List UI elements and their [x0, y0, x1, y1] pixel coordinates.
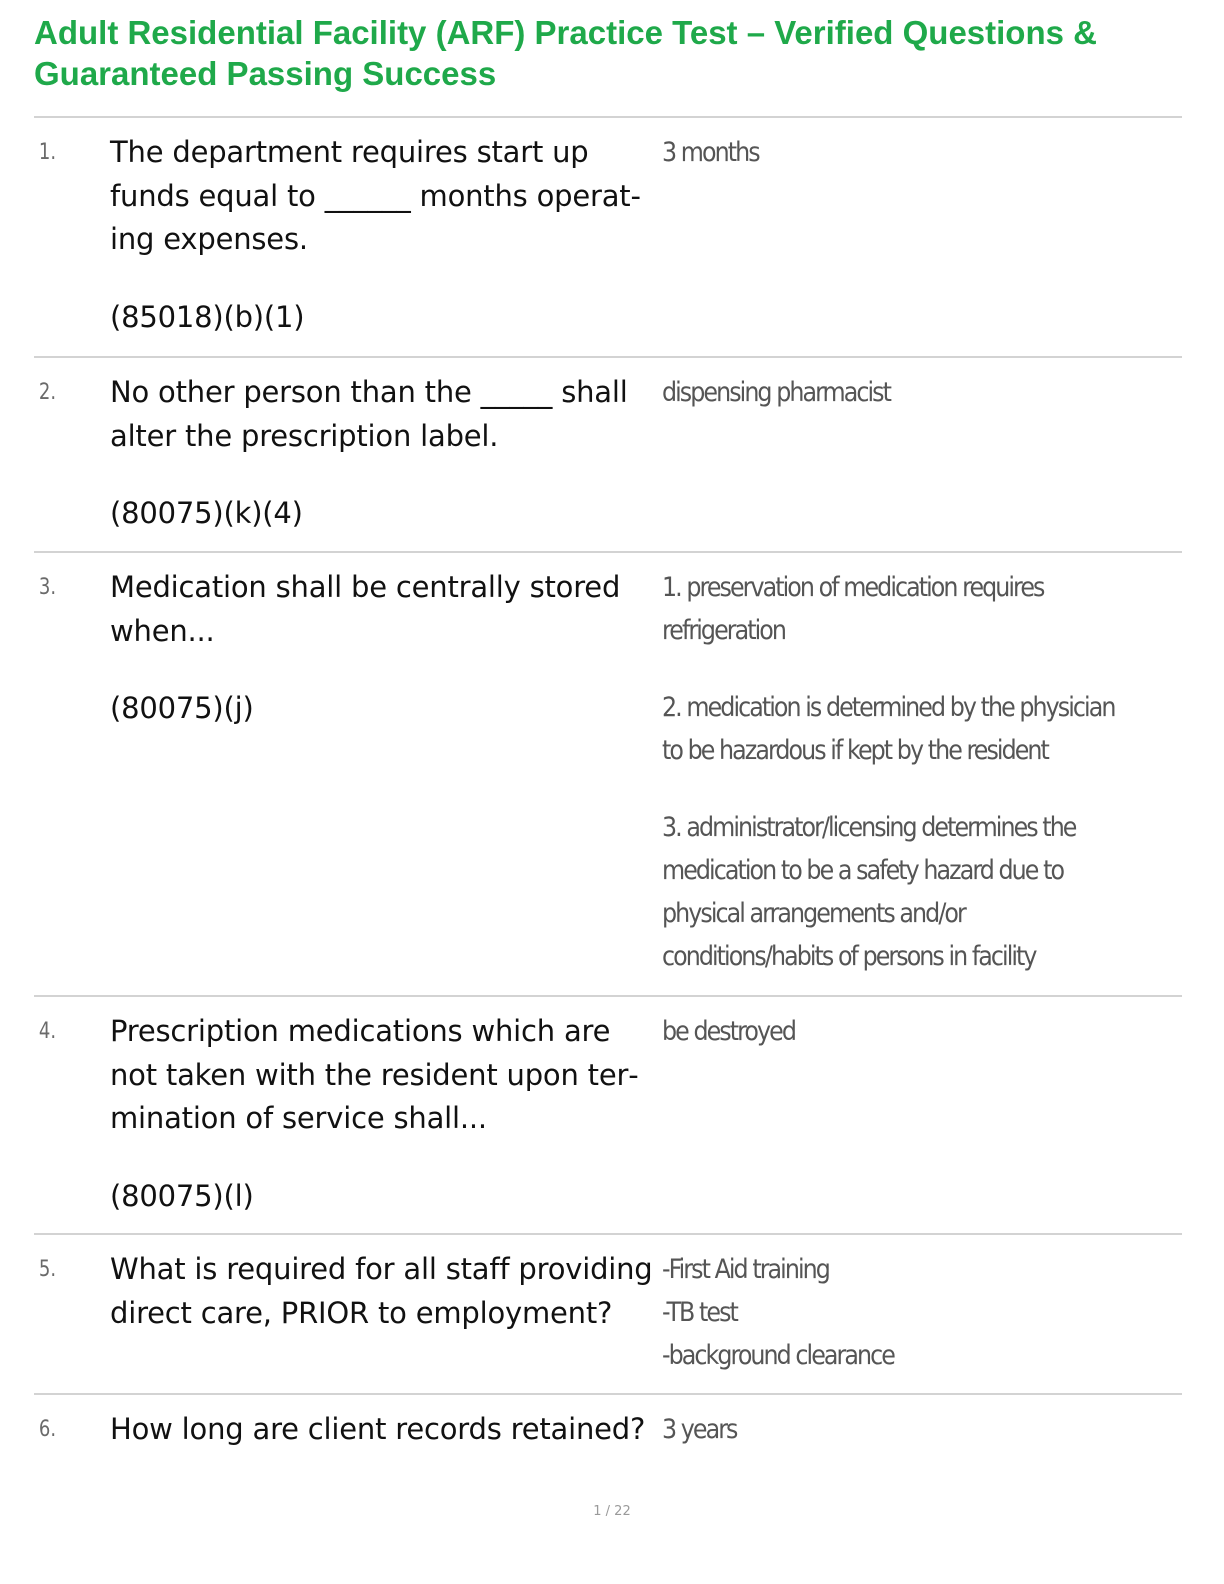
question-text: What is required for all staff providing direct care, PRIOR to employment?: [110, 1252, 653, 1330]
answer-block: [662, 1408, 1120, 1503]
answer-block: [662, 566, 1120, 995]
question-text: No other person than the _____ shall alter the prescription label.: [110, 375, 628, 453]
question-number: 6.: [38, 1417, 57, 1442]
answer-block: [662, 1010, 1120, 1233]
question-text: How long are client records retained?: [110, 1412, 646, 1446]
answer-text: be destroyed: [662, 1016, 795, 1047]
question-reference: (85018)(b)(1): [110, 299, 305, 334]
question-text-block: [110, 131, 662, 356]
question-row: [34, 995, 1182, 1233]
question-text-block: [110, 1248, 662, 1393]
answer-block: [662, 371, 1120, 551]
question-reference: (80075)(l): [110, 1178, 254, 1213]
question-number: 3.: [38, 575, 57, 600]
answer-text: dispensing pharmacist: [662, 377, 890, 408]
question-reference: (80075)(k)(4): [110, 496, 303, 530]
question-text: The department requires start up funds equal to ______ months operating expenses.: [110, 135, 641, 256]
question-reference: (80075)(j): [110, 691, 254, 725]
question-row: [34, 116, 1182, 356]
question-number: 5.: [38, 1257, 57, 1282]
page-number: 1 / 22: [593, 1504, 631, 1519]
question-number: 2.: [38, 380, 57, 405]
question-text-block: [110, 1010, 662, 1233]
answer-text: -First Aid training: [662, 1254, 829, 1285]
answer-block: [662, 1248, 1120, 1393]
question-number: 4.: [38, 1019, 57, 1044]
question-text-block: [110, 371, 662, 551]
answer-text: -background clearance: [662, 1340, 894, 1371]
question-list: [34, 116, 1182, 1503]
question-row: [34, 356, 1182, 551]
answer-text: -TB test: [662, 1297, 737, 1328]
answer-text: 3 months: [662, 137, 759, 168]
page-title: Adult Residential Facility (ARF) Practice Test – Verified Questions & Guaranteed Passing Success: [34, 14, 1097, 92]
answer-text: 1. preservation of medication requires refrigeration: [662, 572, 1044, 646]
question-row: [34, 1233, 1182, 1393]
answer-block: [662, 131, 1120, 356]
question-row: [34, 551, 1182, 995]
question-text-block: [110, 1408, 662, 1503]
answer-text: 3. administrator/licensing determines the medication to be a safety hazard due to physical arrangements and/or conditions/habits of persons in facility: [662, 812, 1076, 972]
question-row: [34, 1393, 1182, 1503]
answer-text: 3 years: [662, 1414, 737, 1445]
question-text-block: [110, 566, 662, 995]
question-text: Prescription medications which are not taken with the resident upon termination of service shall...: [110, 1014, 639, 1135]
answer-text: 2. medication is determined by the physician to be hazardous if kept by the resident: [662, 692, 1115, 766]
question-number: 1.: [38, 140, 57, 165]
question-text: Medication shall be centrally stored when...: [110, 570, 621, 648]
